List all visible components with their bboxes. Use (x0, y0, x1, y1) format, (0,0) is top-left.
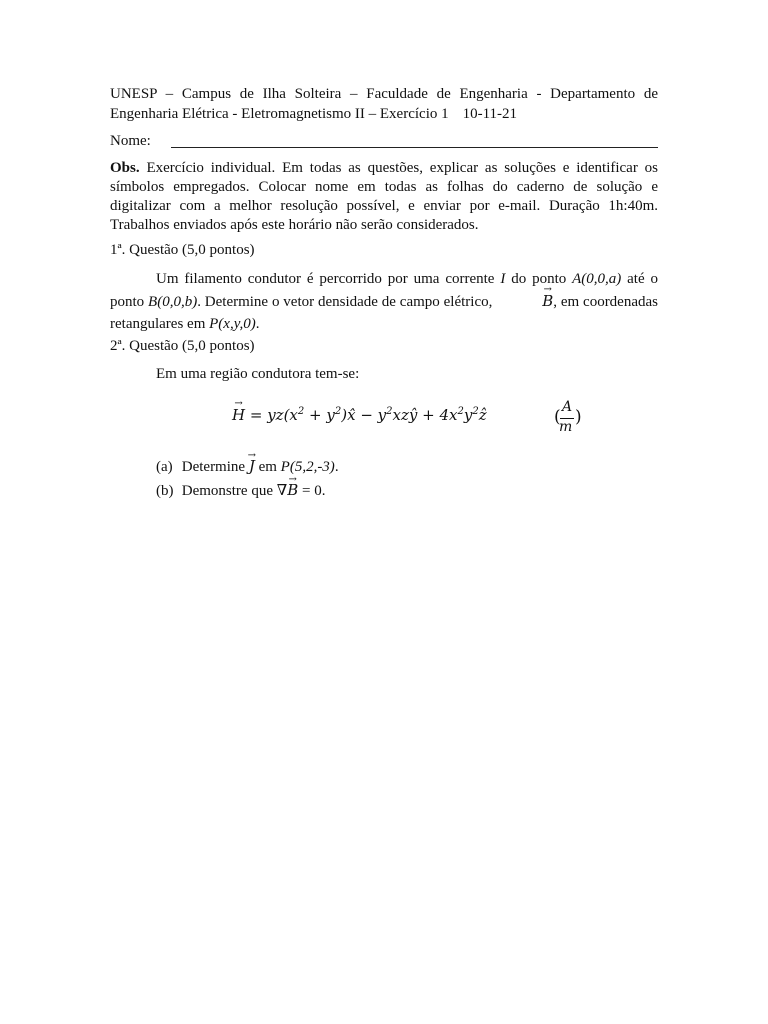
q1-text-4: . Determine o vetor densidade de campo elétrico, (197, 294, 497, 310)
item-a (156, 455, 339, 479)
observations (110, 159, 658, 235)
units-numerator: A (562, 399, 573, 415)
obs-text: Exercício individual. Em todas as questões, explicar as soluções e identificar os símbolos empregados. Colocar nome em todas as folhas do caderno de solução e digitalizar com a melhor resolução possível, e enviar por e-mail. Duração 1h:40m. Trabalhos enviados após este horário não serão considerados. (110, 160, 658, 233)
header-line-2 (110, 104, 658, 124)
document-header (110, 84, 658, 124)
q1-current-symbol: I (500, 271, 506, 287)
q1-point-a: A(0,0,a) (572, 271, 622, 287)
question-2-items (156, 455, 339, 503)
eq-part-e: y (463, 406, 473, 424)
eq-part-b: + y (304, 406, 335, 424)
eq-part-a: = yz(x (245, 406, 298, 424)
exam-date: 10-11-21 (462, 106, 518, 122)
item-a-label: (a) (156, 459, 173, 475)
q1-vector-b: → B (496, 290, 553, 312)
eq-part-c: )x̂ − y (341, 406, 387, 424)
q1-text-2: do ponto (505, 271, 573, 287)
eq-part-d: xzŷ + 4x (392, 406, 458, 424)
eq-exp-4: 2 (457, 406, 464, 417)
item-a-text-2: em (254, 459, 281, 475)
name-label: Nome: (110, 133, 151, 149)
eq-exp-3: 2 (386, 406, 393, 417)
equation-vector-h: → H (232, 404, 245, 426)
item-a-text-3: . (334, 459, 339, 475)
question-2-title: 2ª. Questão (5,0 pontos) (110, 338, 255, 354)
item-b-text-1: Demonstre que ∇ (181, 483, 288, 499)
q1-point-p: P(x,y,0) (209, 316, 256, 332)
eq-part-f: ẑ (478, 406, 487, 424)
header-line-1: UNESP – Campus de Ilha Solteira – Faculdade de Engenharia - Departamento de (110, 86, 658, 102)
obs-label: Obs. (110, 160, 140, 176)
item-a-text-1: Determine (181, 459, 249, 475)
q1-text-6: . (255, 316, 260, 332)
units-left-paren: ( (554, 407, 561, 427)
question-1-body (110, 268, 658, 335)
item-b (156, 479, 339, 503)
q1-text-1: Um filamento condutor é percorrido por uma corrente (156, 271, 501, 287)
item-a-point: P(5,2,-3) (280, 459, 335, 475)
units-denominator: m (559, 419, 573, 435)
eq-exp-5: 2 (472, 406, 479, 417)
question-2-intro: Em uma região condutora tem-se: (156, 366, 360, 382)
name-blank-line[interactable] (171, 147, 658, 148)
item-b-label: (b) (156, 483, 174, 499)
item-b-text-2: = 0. (298, 483, 326, 499)
name-row (110, 131, 658, 151)
q1-text-5: , em coordenadas retangulares em (110, 294, 658, 332)
units-right-paren: ) (575, 407, 582, 427)
eq-exp-1: 2 (297, 406, 305, 417)
course-title: Engenharia Elétrica - Eletromagnetismo II – Exercício 1 (110, 106, 449, 122)
q1-point-b: B(0,0,b) (148, 294, 198, 310)
q1-text-3: até o ponto (110, 271, 659, 310)
equation-units (554, 400, 584, 438)
item-a-vector-j: → J (249, 455, 255, 478)
question-1-title: 1ª. Questão (5,0 pontos) (110, 242, 255, 258)
item-b-vector-b: → B (287, 479, 298, 502)
eq-exp-2: 2 (334, 406, 342, 417)
field-equation (232, 404, 487, 426)
